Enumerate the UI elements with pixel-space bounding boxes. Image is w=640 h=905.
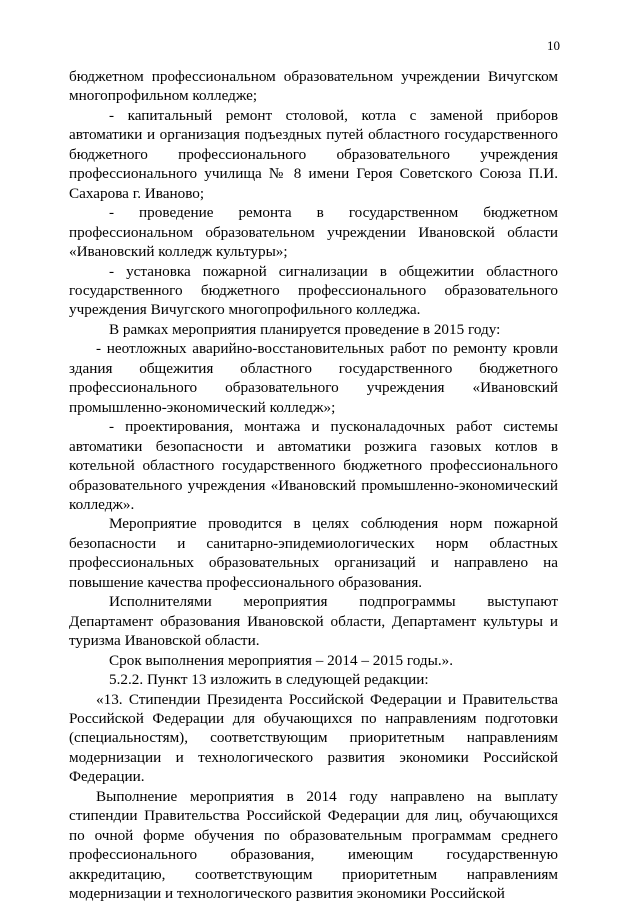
paragraph-purpose: Мероприятие проводится в целях соблюдения норм пожарной безопасности и санитарно-эпидемиологических норм областных профессиональных образовательных организаций и направлено на повышение качества профессионального образования.	[69, 515, 558, 591]
page-number: 10	[547, 38, 560, 53]
paragraph-clause-5-2-2: 5.2.2. Пункт 13 изложить в следующей редакции:	[109, 671, 429, 689]
paragraph-stipend-2014: Выполнение мероприятия в 2014 году направлено на выплату стипендии Правительства Российской Федерации для лиц, обучающихся по очной форме обучения по образовательным программам среднего профессионального образования, имеющим государственную аккредитацию, соответствующим приоритетным направлениям модернизации и технологического развития экономики Российской	[69, 787, 558, 903]
paragraph-executors: Исполнителями мероприятия подпрограммы выступают Департамент образования Ивановской области, Департамент культуры и туризма Ивановской области.	[69, 593, 558, 650]
paragraph-deadline: Срок выполнения мероприятия – 2014 – 2015 годы.».	[109, 651, 454, 669]
paragraph-plans-2015: В рамках мероприятия планируется проведение в 2015 году:	[109, 320, 501, 338]
list-item-fire-alarm: - установка пожарной сигнализации в общежитии областного государственного бюджетного профессионального образовательного учреждения Вичугского многопрофильного колледжа.	[69, 262, 558, 319]
list-item-automation-boilers: - проектирования, монтажа и пусконаладочных работ системы автоматики безопасности и автоматики розжига газовых котлов в котельной областного государственного бюджетного профессионального образовательного учреждения «Ивановский промышленно-экономический колледж».	[69, 418, 558, 513]
document-body	[69, 67, 558, 903]
paragraph-clause-13-title: «13. Стипендии Президента Российской Федерации и Правительства Российской Федерации для обучающихся по направлениям подготовки (специальностям), соответствующим приоритетным направлениям модернизации и технологического развития экономики Российской Федерации.	[69, 690, 558, 786]
list-item-canteen-repair: - капитальный ремонт столовой, котла с заменой приборов автоматики и организация подъездных путей областного государственного бюджетного профессионального образовательного учреждения профессионального училища № 8 имени Героя Советского Союза П.И. Сахарова г. Иваново;	[69, 106, 558, 202]
list-item-roof-repair: - неотложных аварийно-восстановительных работ по ремонту кровли здания общежития областного государственного бюджетного профессионального образовательного учреждения «Ивановский промышленно-экономический колледж»;	[69, 340, 558, 416]
list-item-culture-college-repair: - проведение ремонта в государственном бюджетном профессиональном образовательном учреждении Ивановской области «Ивановский колледж культуры»;	[69, 204, 558, 261]
paragraph-continuation: бюджетном профессиональном образовательном учреждении Вичугском многопрофильном колледже;	[69, 68, 558, 105]
